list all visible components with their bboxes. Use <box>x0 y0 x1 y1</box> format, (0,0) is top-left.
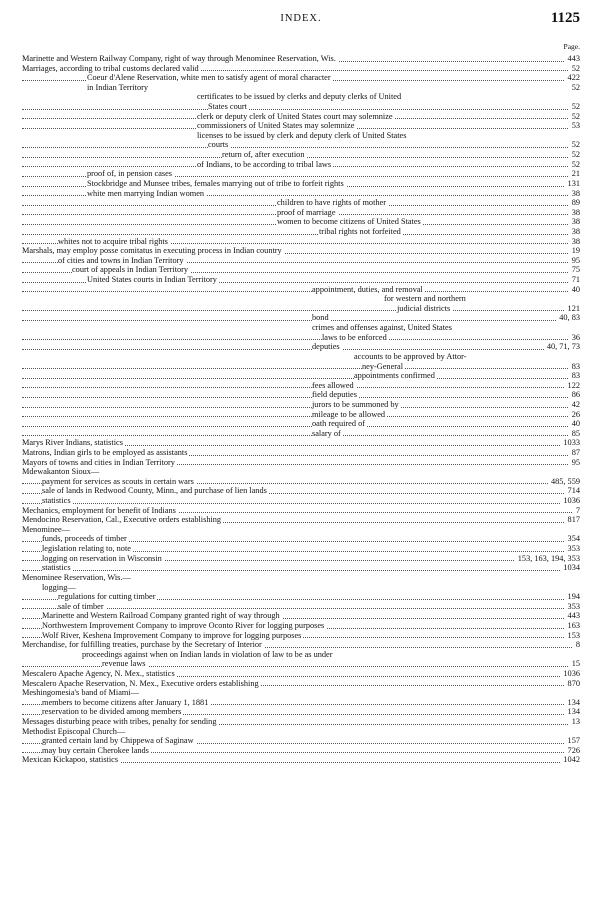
entry-page-ref: 95 <box>569 458 580 468</box>
index-entry <box>22 640 580 650</box>
entry-text: reservation to be divided among members <box>42 707 182 717</box>
index-entry <box>22 583 580 593</box>
index-entry <box>22 83 580 93</box>
entry-text: certificates to be issued by clerks and deputy clerks of United <box>197 92 402 102</box>
index-entry <box>22 592 580 602</box>
index-entry <box>22 707 580 717</box>
entry-text: appointments confirmed <box>354 371 435 381</box>
entry-text: Marinette and Western Railroad Company granted right of way through <box>42 611 280 621</box>
index-entry <box>22 92 580 102</box>
entry-page-ref: 485, 559 <box>548 477 580 487</box>
page-column-label: Page. <box>563 42 580 51</box>
entry-page-ref: 13 <box>569 717 580 727</box>
dot-leader <box>22 234 580 235</box>
dot-leader <box>22 503 580 504</box>
entry-text: Marshals, may employ posse comitatus in executing process in Indian country <box>22 246 282 256</box>
entry-text: judicial districts <box>397 303 451 313</box>
index-entry <box>22 140 580 150</box>
entry-text: Marinette and Western Railway Company, right of way through Menominee Reservation, Wis. <box>22 54 336 63</box>
entry-page-ref: 1033 <box>560 438 580 448</box>
entry-text: legislation relating to, note <box>42 544 131 554</box>
index-entry <box>22 285 580 295</box>
entry-page-ref: 714 <box>565 486 580 496</box>
entry-text: tribal rights not forfeited <box>319 226 401 236</box>
entry-page-ref: 75 <box>569 265 580 275</box>
index-entry <box>22 275 580 285</box>
index-entry <box>22 323 580 333</box>
dot-leader <box>22 310 580 311</box>
entry-text: sale of lands in Redwood County, Minn., and purchase of lien lands <box>42 486 267 496</box>
entry-page-ref: 86 <box>569 390 580 400</box>
index-entry <box>22 515 580 525</box>
entry-text: Mechanics, employment for benefit of Indians <box>22 505 176 515</box>
entry-text: deputies <box>312 342 340 352</box>
index-entry <box>22 102 580 112</box>
index-entry <box>22 246 580 256</box>
entry-text: Northwestern Improvement Company to improve Oconto River for logging purposes <box>42 620 325 630</box>
entry-text: Messages disturbing peace with tribes, penalty for sending <box>22 717 217 727</box>
index-entry <box>22 362 580 372</box>
entry-text: Merchandise, for fulfilling treaties, purchase by the Secretary of Interior <box>22 640 262 650</box>
entry-page-ref: 40, 71, 73 <box>544 342 580 352</box>
entry-text: Menominee— <box>22 524 70 534</box>
entry-text: laws to be enforced <box>322 332 387 342</box>
entry-text: Marriages, according to tribal customs declared valid <box>22 63 199 73</box>
entry-page-ref: 19 <box>569 246 580 256</box>
index-entry <box>22 506 580 516</box>
index-entry <box>22 73 580 83</box>
entry-text: United States courts in Indian Territory <box>87 275 217 285</box>
entry-page-ref: 53 <box>569 121 580 131</box>
index-entry <box>22 410 580 420</box>
index-entry <box>22 179 580 189</box>
entry-page-ref: 38 <box>569 227 580 237</box>
index-entry <box>22 698 580 708</box>
dot-leader <box>22 570 580 571</box>
entry-page-ref: 134 <box>565 707 580 717</box>
entry-page-ref: 95 <box>569 256 580 266</box>
page-header <box>22 10 580 28</box>
entry-text: for western and northern <box>384 294 466 304</box>
entry-text: commissioners of United States may solemnize <box>197 121 355 131</box>
entry-text: whites not to acquire tribal rights <box>58 236 168 246</box>
entry-page-ref: 353 <box>565 544 580 554</box>
index-entry <box>22 217 580 227</box>
index-entry <box>22 131 580 141</box>
entry-text: appointment, duties, and removal <box>312 284 423 294</box>
index-entry <box>22 544 580 554</box>
entry-page-ref: 870 <box>565 679 580 689</box>
index-entries <box>22 54 580 765</box>
entry-text: Mdewakanton Sioux— <box>22 467 100 477</box>
entry-text: fees allowed <box>312 380 354 390</box>
entry-page-ref: 38 <box>569 208 580 218</box>
dot-leader <box>22 407 580 408</box>
index-entry <box>22 736 580 746</box>
entry-text: of Indians, to be according to tribal laws <box>197 159 332 169</box>
index-entry <box>22 381 580 391</box>
entry-text: ney-General <box>362 361 403 371</box>
index-entry <box>22 198 580 208</box>
index-entry <box>22 208 580 218</box>
entry-page-ref: 40 <box>569 419 580 429</box>
index-entry <box>22 419 580 429</box>
index-entry <box>22 54 580 64</box>
entry-text: may buy certain Cherokee lands <box>42 745 149 755</box>
entry-text: of cities and towns in Indian Territory <box>58 255 184 265</box>
entry-text: field deputies <box>312 390 357 400</box>
entry-text: revenue laws <box>102 659 146 669</box>
entry-text: women to become citizens of United States <box>277 217 421 227</box>
index-entry <box>22 669 580 679</box>
index-entry <box>22 448 580 458</box>
entry-page-ref: 26 <box>569 410 580 420</box>
index-entry <box>22 160 580 170</box>
entry-text: in Indian Territory <box>87 82 149 92</box>
dot-leader <box>22 109 580 110</box>
entry-text: proof of, in pension cases <box>87 169 173 179</box>
dot-leader <box>22 349 580 350</box>
page-number: 1125 <box>550 10 580 26</box>
entry-page-ref: 153 <box>565 631 580 641</box>
entry-page-ref: 726 <box>565 746 580 756</box>
entry-text: Coeur d'Alene Reservation, white men to satisfy agent of moral character <box>87 73 331 83</box>
entry-page-ref: 21 <box>569 169 580 179</box>
entry-text: proof of marriage <box>277 207 336 217</box>
entry-text: funds, proceeds of timber <box>42 534 127 544</box>
index-entry <box>22 237 580 247</box>
entry-text: accounts to be approved by Attor- <box>354 351 467 361</box>
entry-text: Mayors of towns and cities in Indian Territory <box>22 457 175 467</box>
entry-text: granted certain land by Chippewa of Saginaw <box>42 736 194 746</box>
index-entry <box>22 621 580 631</box>
entry-text: return of, after execution <box>222 150 305 160</box>
entry-text: Mescalero Apache Agency, N. Mex., statistics <box>22 669 175 678</box>
entry-page-ref: 52 <box>569 140 580 150</box>
entry-page-ref: 422 <box>565 73 580 83</box>
entry-page-ref: 8 <box>573 640 580 650</box>
entry-text: Mescalero Apache Reservation, N. Mex., Executive orders establishing <box>22 678 259 688</box>
index-entry <box>22 659 580 669</box>
entry-page-ref: 40 <box>569 285 580 295</box>
entry-text: crimes and offenses against, United States <box>312 323 452 333</box>
entry-page-ref: 38 <box>569 217 580 227</box>
dot-leader <box>22 378 580 379</box>
entry-page-ref: 52 <box>569 112 580 122</box>
entry-page-ref: 1036 <box>560 496 580 506</box>
entry-page-ref: 89 <box>569 198 580 208</box>
entry-text: white men marrying Indian women <box>87 188 205 198</box>
dot-leader <box>22 147 580 148</box>
entry-page-ref: 38 <box>569 237 580 247</box>
index-entry <box>22 438 580 448</box>
entry-page-ref: 38 <box>569 189 580 199</box>
index-entry <box>22 650 580 660</box>
entry-text: States court <box>208 102 247 112</box>
index-entry <box>22 227 580 237</box>
index-entry <box>22 458 580 468</box>
index-entry <box>22 189 580 199</box>
entry-text: Marys River Indians, statistics <box>22 438 123 448</box>
dot-leader <box>22 397 580 398</box>
entry-text: Mexican Kickapoo, statistics <box>22 755 119 765</box>
index-entry <box>22 169 580 179</box>
index-entry <box>22 563 580 573</box>
index-entry <box>22 573 580 583</box>
dot-leader <box>22 339 580 340</box>
entry-text: courts <box>208 140 229 150</box>
entry-text: jurors to be summoned by <box>312 399 399 409</box>
index-entry <box>22 631 580 641</box>
entry-page-ref: 354 <box>565 534 580 544</box>
entry-text: statistics <box>42 496 71 506</box>
entry-page-ref: 36 <box>569 333 580 343</box>
entry-text: payment for services as scouts in certain wars <box>42 476 194 486</box>
entry-page-ref: 1034 <box>560 563 580 573</box>
entry-text: children to have rights of mother <box>277 198 386 208</box>
entry-page-ref: 817 <box>565 515 580 525</box>
entry-text: statistics <box>42 563 71 573</box>
entry-text: salary of <box>312 428 341 438</box>
entry-page-ref: 83 <box>569 371 580 381</box>
entry-page-ref: 153, 163, 194, 353 <box>515 554 580 564</box>
entry-page-ref: 52 <box>569 102 580 112</box>
entry-text: mileage to be allowed <box>312 409 386 419</box>
index-entry <box>22 611 580 621</box>
entry-text: clerk or deputy clerk of United States court may solemnize <box>197 111 393 121</box>
entry-page-ref: 15 <box>569 659 580 669</box>
entry-text: Matrons, Indian girls to be employed as assistants <box>22 447 188 457</box>
entry-page-ref: 40, 83 <box>556 313 580 323</box>
dot-leader <box>22 387 580 388</box>
entry-page-ref: 42 <box>569 400 580 410</box>
entry-page-ref: 443 <box>565 611 580 621</box>
entry-text: Menominee Reservation, Wis.— <box>22 572 131 582</box>
index-entry <box>22 371 580 381</box>
index-entry <box>22 265 580 275</box>
entry-text: licenses to be issued by clerk and deputy clerk of United States <box>197 130 407 140</box>
dot-leader <box>22 426 580 427</box>
index-entry <box>22 477 580 487</box>
index-entry <box>22 121 580 131</box>
index-entry <box>22 496 580 506</box>
dot-leader <box>22 416 580 417</box>
dot-leader <box>22 368 580 369</box>
index-entry <box>22 342 580 352</box>
index-title: INDEX. <box>280 13 322 24</box>
entry-text: Meshingomesia's band of Miami— <box>22 688 139 698</box>
index-entry <box>22 112 580 122</box>
entry-text: bond <box>312 313 329 323</box>
index-entry <box>22 525 580 535</box>
entry-page-ref: 443 <box>565 54 580 64</box>
entry-text: Methodist Episcopal Church— <box>22 726 126 736</box>
index-entry <box>22 688 580 698</box>
entry-page-ref: 83 <box>569 362 580 372</box>
index-entry <box>22 390 580 400</box>
entry-page-ref: 157 <box>565 736 580 746</box>
entry-page-ref: 121 <box>565 304 580 314</box>
index-entry <box>22 486 580 496</box>
index-entry <box>22 602 580 612</box>
entry-text: logging— <box>42 582 76 592</box>
index-entry <box>22 400 580 410</box>
index-entry <box>22 467 580 477</box>
entry-text: members to become citizens after January 1, 1881 <box>42 697 209 707</box>
entry-text: Mendocino Reservation, Cal., Executive orders establishing <box>22 515 222 525</box>
index-entry <box>22 755 580 765</box>
entry-page-ref: 52 <box>569 160 580 170</box>
index-entry <box>22 429 580 439</box>
entry-text: Wolf River, Keshena Improvement Company to improve for logging purposes <box>42 630 302 640</box>
dot-leader <box>22 291 580 292</box>
dot-leader <box>22 435 580 436</box>
entry-page-ref: 163 <box>565 621 580 631</box>
index-entry <box>22 746 580 756</box>
index-entry <box>22 679 580 689</box>
entry-text: sale of timber <box>58 601 104 611</box>
index-entry <box>22 333 580 343</box>
entry-text: regulations for cutting timber <box>58 592 156 602</box>
index-entry <box>22 313 580 323</box>
entry-text: proceedings against when on Indian lands in violation of law to be as under <box>82 649 333 659</box>
entry-page-ref: 1042 <box>560 755 580 765</box>
index-entry <box>22 304 580 314</box>
index-entry <box>22 727 580 737</box>
entry-page-ref: 52 <box>569 64 580 74</box>
index-entry <box>22 150 580 160</box>
index-entry <box>22 294 580 304</box>
entry-page-ref: 134 <box>565 698 580 708</box>
entry-page-ref: 52 <box>569 83 580 93</box>
entry-text: logging on reservation in Wisconsin <box>42 553 162 563</box>
index-entry <box>22 64 580 74</box>
index-entry <box>22 256 580 266</box>
entry-text: court of appeals in Indian Territory <box>72 265 189 275</box>
entry-page-ref: 1036 <box>560 669 580 679</box>
entry-text: Stockbridge and Munsee tribes, females marrying out of tribe to forfeit rights <box>87 178 344 188</box>
entry-page-ref: 52 <box>569 150 580 160</box>
index-entry <box>22 352 580 362</box>
entry-page-ref: 71 <box>569 275 580 285</box>
entry-page-ref: 7 <box>573 506 580 516</box>
entry-page-ref: 194 <box>565 592 580 602</box>
index-entry <box>22 534 580 544</box>
entry-page-ref: 85 <box>569 429 580 439</box>
entry-page-ref: 353 <box>565 602 580 612</box>
dot-leader <box>22 320 580 321</box>
index-entry <box>22 554 580 564</box>
entry-text: oath required of <box>312 419 365 429</box>
entry-page-ref: 122 <box>565 381 580 391</box>
entry-page-ref: 131 <box>565 179 580 189</box>
index-entry <box>22 717 580 727</box>
entry-page-ref: 87 <box>569 448 580 458</box>
